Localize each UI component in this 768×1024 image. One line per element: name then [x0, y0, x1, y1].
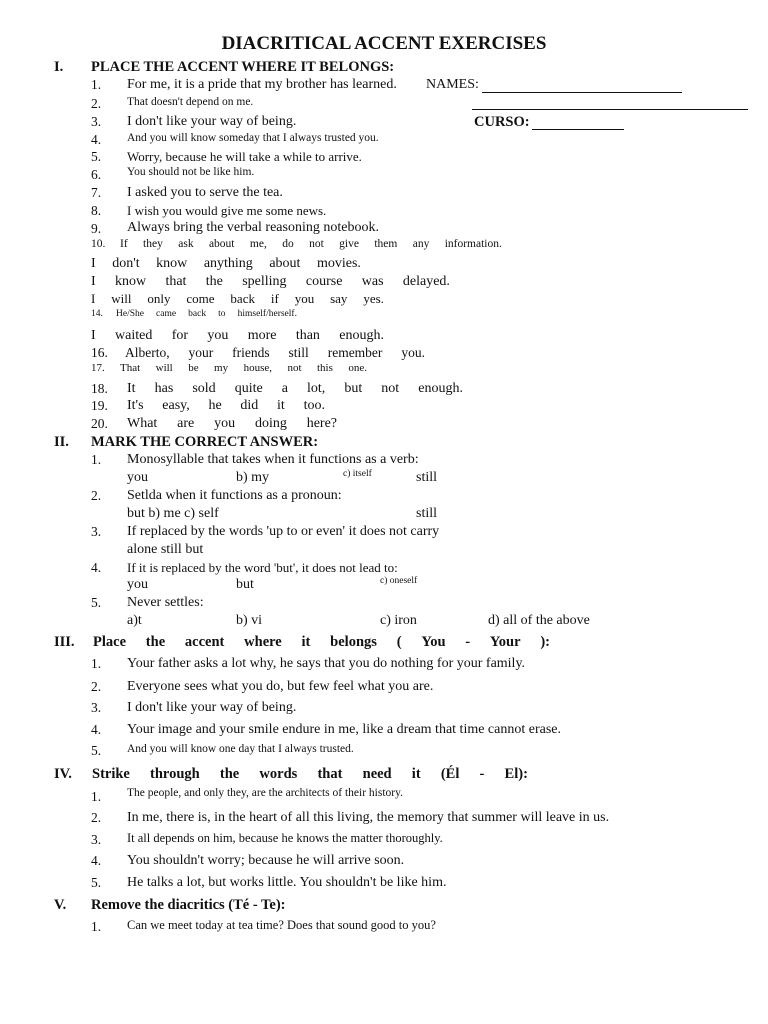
section-3-item-5-text: And you will know one day that I always trusted. [127, 743, 354, 755]
section-2-item-3-num: 3. [91, 524, 102, 539]
word: it [277, 398, 285, 413]
section-1-item-13-text [91, 292, 384, 305]
word: was [361, 274, 384, 289]
section-2-item-5-option-c[interactable]: c) iron [380, 613, 417, 628]
word: house, [243, 362, 272, 374]
section-1-item-9-num: 9. [91, 221, 102, 236]
section-1-item-12-text [91, 275, 450, 289]
section-2-item-1-option-d[interactable]: still [416, 470, 438, 485]
word: he [208, 398, 222, 413]
word: Alberto, [125, 345, 170, 360]
section-1-item-18-text [127, 382, 463, 396]
section-3-roman: III. [54, 634, 75, 650]
section-2-item-5-text: Never settles: [127, 595, 204, 610]
word: it [301, 634, 311, 650]
word: It's [127, 398, 144, 413]
section-1-item-14-num: 14. [91, 309, 103, 319]
section-1-item-6-text: You should not be like him. [127, 166, 255, 178]
word: give [339, 238, 359, 250]
section-3-heading [93, 635, 550, 650]
curso-label: CURSO: [474, 114, 530, 130]
word: What [127, 416, 158, 431]
section-2-item-2-option-abc[interactable]: but b) me c) self [127, 506, 219, 521]
section-2-roman: II. [54, 434, 69, 450]
word: one. [348, 362, 367, 374]
word: course [305, 274, 343, 289]
word: that [165, 274, 187, 289]
word: himself/herself. [237, 309, 297, 319]
section-2-item-5-option-d[interactable]: d) all of the above [488, 613, 590, 628]
word: I [91, 328, 96, 343]
section-1-item-3-text: I don't like your way of being. [127, 114, 297, 129]
section-1-item-20-text [127, 417, 337, 431]
section-1-roman: I. [54, 59, 64, 75]
section-2-item-4-option-c[interactable]: c) oneself [380, 576, 418, 586]
word: Place [93, 634, 127, 650]
word: will [155, 362, 173, 374]
word: don't [112, 256, 140, 271]
word: this [316, 362, 333, 374]
section-2-item-1-option-a[interactable]: you [127, 470, 148, 485]
curso-blank[interactable] [532, 129, 624, 130]
section-3-item-1-num: 1. [91, 656, 102, 671]
word: (Él [440, 766, 460, 782]
section-1-item-2-text: That doesn't depend on me. [127, 96, 254, 108]
section-1-item-7-num: 7. [91, 185, 102, 200]
word: that [317, 766, 343, 782]
section-4-item-5-num: 5. [91, 875, 102, 890]
word: sold [192, 381, 216, 396]
word: El): [504, 766, 528, 782]
section-4-item-3-num: 3. [91, 832, 102, 847]
word: back [188, 309, 207, 319]
section-2-item-4-option-b[interactable]: but [236, 577, 254, 592]
section-2-heading: MARK THE CORRECT ANSWER: [91, 434, 319, 450]
section-1-item-3-num: 3. [91, 114, 102, 129]
section-1-item-20-num: 20. [91, 416, 108, 431]
word: ( [396, 634, 402, 650]
section-2-item-5-option-b[interactable]: b) vi [236, 613, 263, 628]
word: be [188, 362, 199, 374]
word: a [281, 381, 288, 396]
word: lot, [307, 381, 326, 396]
word: about [269, 256, 301, 271]
word: any [412, 238, 430, 250]
section-1-item-10-num: 10. [91, 238, 106, 250]
word: you [207, 328, 229, 343]
section-4-item-2-text: In me, there is, in the heart of all this living, the memory that summer will leave in us. [127, 810, 610, 825]
word: movies. [316, 256, 361, 271]
section-1-item-7-text: I asked you to serve the tea. [127, 185, 283, 200]
word: not [381, 381, 400, 396]
word: say [330, 291, 348, 306]
page-title: DIACRITICAL ACCENT EXERCISES [221, 33, 547, 54]
section-3-item-5-num: 5. [91, 743, 102, 758]
word: my [214, 362, 229, 374]
word: yes. [363, 291, 384, 306]
word: quite [234, 381, 263, 396]
section-1-item-1-num: 1. [91, 77, 102, 92]
word: information. [444, 238, 502, 250]
section-1-heading: PLACE THE ACCENT WHERE IT BELONGS: [91, 59, 395, 75]
word: I [91, 274, 96, 289]
section-2-item-4-num: 4. [91, 560, 102, 575]
section-1-item-16-text [125, 346, 425, 360]
word: not [309, 238, 324, 250]
word: back [230, 291, 255, 306]
section-2-item-2-text: Setlda when it functions as a pronoun: [127, 488, 342, 503]
word: about [208, 238, 235, 250]
section-1-item-4-text: And you will know someday that I always trusted you. [127, 132, 379, 144]
word: - [479, 766, 485, 782]
word: to [218, 309, 226, 319]
section-1-item-17-text [120, 363, 367, 374]
section-5-roman: V. [54, 897, 67, 913]
section-2-item-5-option-a[interactable]: a)t [127, 613, 142, 628]
word: know [115, 274, 147, 289]
word: Your [489, 634, 521, 650]
section-1-item-10-text [120, 239, 502, 251]
word: It [127, 381, 136, 396]
section-4-item-3-text: It all depends on him, because he knows the matter thoroughly. [127, 831, 443, 845]
word: through [150, 766, 200, 782]
section-2-item-1-num: 1. [91, 452, 102, 467]
word: not [287, 362, 302, 374]
section-4-item-1-text: The people, and only they, are the architects of their history. [127, 787, 404, 799]
word: than [295, 328, 320, 343]
word: waited [115, 328, 153, 343]
section-2-item-1-option-c[interactable]: c) itself [343, 469, 372, 479]
section-1-item-8-text: I wish you would give me some news. [127, 203, 327, 218]
section-4-heading [92, 767, 528, 782]
word: the [219, 766, 240, 782]
section-5-item-1-text: Can we meet today at tea time? Does that sound good to you? [127, 918, 436, 932]
word: That [120, 362, 141, 374]
word: ask [178, 238, 194, 250]
word: do [282, 238, 294, 250]
word: me, [249, 238, 267, 250]
word: I [91, 291, 96, 306]
section-1-item-17-num: 17. [91, 362, 105, 374]
word: but [344, 381, 363, 396]
section-4-item-4-text: You shouldn't worry; because he will arrive soon. [127, 853, 405, 868]
section-1-item-4-num: 4. [91, 132, 102, 147]
section-2-item-4-option-a[interactable]: you [127, 577, 148, 592]
section-2-item-1-text: Monosyllable that takes when it functions as a verb: [127, 452, 419, 467]
word: them [374, 238, 398, 250]
section-1-item-14-text [116, 310, 297, 320]
section-3-item-2-num: 2. [91, 679, 102, 694]
word: if [270, 291, 279, 306]
section-2-item-2-option-d[interactable]: still [416, 506, 438, 521]
section-2-item-3-text: If replaced by the words 'up to or even' it does not carry [127, 524, 440, 539]
word: the [205, 274, 223, 289]
word: belongs [330, 634, 377, 650]
section-3-item-2-text: Everyone sees what you do, but few feel what you are. [127, 679, 434, 694]
word: accent [184, 634, 225, 650]
word: too. [303, 398, 325, 413]
word: you [214, 416, 236, 431]
word: only [147, 291, 171, 306]
section-1-item-19-num: 19. [91, 398, 108, 413]
word: will [111, 291, 132, 306]
word: they [143, 238, 163, 250]
word: ): [540, 634, 550, 650]
section-3-item-3-num: 3. [91, 700, 102, 715]
word: for [171, 328, 189, 343]
section-1-item-5-text: Worry, because he will take a while to arrive. [127, 149, 362, 164]
word: spelling [242, 274, 287, 289]
word: enough. [339, 328, 384, 343]
word: I [91, 256, 96, 271]
section-3-item-1-text: Your father asks a lot why, he says that you do nothing for your family. [127, 656, 526, 671]
section-1-item-16-num: 16. [91, 345, 108, 360]
word: it [411, 766, 421, 782]
word: If [120, 238, 128, 250]
section-4-item-5-text: He talks a lot, but works little. You shouldn't be like him. [127, 875, 447, 890]
word: friends [232, 345, 270, 360]
section-5-item-1-num: 1. [91, 919, 102, 934]
section-1-item-1-text: For me, it is a pride that my brother has learned. [127, 77, 397, 92]
section-4-item-2-num: 2. [91, 810, 102, 825]
section-1-item-11-text [91, 257, 361, 271]
word: He/She [116, 309, 144, 319]
names-blank-line-2[interactable] [472, 109, 748, 110]
section-1-item-5-num: 5. [91, 149, 102, 164]
word: doing [254, 416, 287, 431]
word: you [294, 291, 315, 306]
word: enough. [418, 381, 463, 396]
section-2-item-3-options[interactable]: alone still but [127, 542, 204, 557]
section-1-item-9-text: Always bring the verbal reasoning notebook. [127, 220, 379, 235]
word: where [244, 634, 282, 650]
section-3-item-4-num: 4. [91, 722, 102, 737]
section-2-item-2-num: 2. [91, 488, 102, 503]
section-1-item-19-text [127, 399, 325, 413]
word: your [188, 345, 214, 360]
word: come [186, 291, 215, 306]
word: know [156, 256, 188, 271]
section-1-item-15-text [91, 329, 384, 343]
section-1-item-6-num: 6. [91, 167, 102, 182]
section-1-item-2-num: 2. [91, 96, 102, 111]
word: are [177, 416, 195, 431]
word: still [288, 345, 309, 360]
word: remember [327, 345, 383, 360]
section-1-item-18-num: 18. [91, 381, 108, 396]
section-2-item-5-num: 5. [91, 595, 102, 610]
section-4-roman: IV. [54, 766, 72, 782]
word: easy, [162, 398, 190, 413]
section-2-item-1-option-b[interactable]: b) my [236, 470, 270, 485]
word: did [240, 398, 259, 413]
section-3-item-3-text: I don't like your way of being. [127, 700, 297, 715]
word: delayed. [402, 274, 450, 289]
word: anything [203, 256, 253, 271]
section-2-item-4-text: If it is replaced by the word 'but', it does not lead to: [127, 560, 398, 575]
section-4-item-4-num: 4. [91, 853, 102, 868]
names-blank[interactable] [482, 92, 682, 93]
word: more [247, 328, 277, 343]
word: you. [401, 345, 425, 360]
section-3-item-4-text: Your image and your smile endure in me, like a dream that time cannot erase. [127, 722, 561, 737]
section-5-heading: Remove the diacritics (Té - Te): [91, 897, 286, 913]
word: - [465, 634, 471, 650]
section-4-item-1-num: 1. [91, 789, 102, 804]
word: the [145, 634, 166, 650]
word: need [362, 766, 392, 782]
word: Strike [92, 766, 130, 782]
word: words [259, 766, 298, 782]
word: You [421, 634, 446, 650]
word: has [154, 381, 174, 396]
word: here? [306, 416, 337, 431]
section-1-item-8-num: 8. [91, 203, 102, 218]
word: came [156, 309, 177, 319]
names-label: NAMES: [426, 77, 479, 92]
